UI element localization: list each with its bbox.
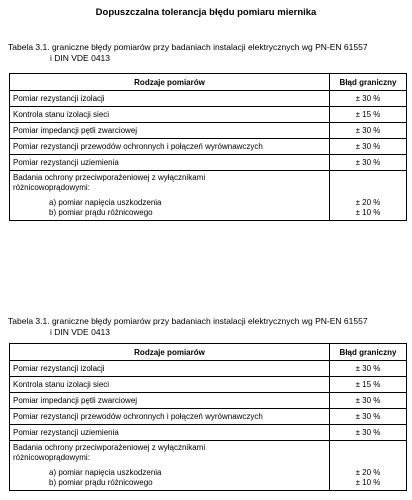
measurement-name: Pomiar rezystancji izolacji — [10, 361, 330, 377]
table-row — [10, 155, 407, 171]
measurement-name: Pomiar impedancji pętli zwarciowej — [10, 123, 330, 139]
measurement-name: Pomiar rezystancji izolacji — [10, 91, 330, 107]
table-row-rcd — [10, 441, 407, 491]
rcd-measurement-cell — [10, 441, 330, 491]
rcd-sub-a: a) pomiar napięcia uszkodzenia — [49, 468, 162, 477]
table-row — [10, 393, 407, 409]
table-1 — [9, 73, 407, 221]
error-value: ± 30 % — [330, 155, 407, 171]
document-title: Dopuszczalna tolerancja błędu pomiaru miernika — [95, 7, 317, 18]
table-1-caption — [8, 42, 408, 63]
column-header-measurement: Rodzaje pomiarów — [10, 74, 330, 91]
rcd-measurement-cell — [10, 171, 330, 221]
error-value: ± 30 % — [330, 409, 407, 425]
table-row — [10, 139, 407, 155]
measurement-name: Pomiar rezystancji uziemienia — [10, 425, 330, 441]
table-1-caption-line1: Tabela 3.1. graniczne błędy pomiarów przy badaniach instalacji elektrycznych wg PN-EN 61557 — [8, 42, 368, 52]
table-header-row — [10, 74, 407, 91]
column-header-measurement: Rodzaje pomiarów — [10, 344, 330, 361]
measurement-name: Pomiar impedancji pętli zwarciowej — [10, 393, 330, 409]
table-row — [10, 107, 407, 123]
rcd-line1: Badania ochrony przeciwporażeniowej z wyłącznikami — [13, 173, 206, 182]
measurement-name: Kontrola stanu izolacji sieci — [10, 107, 330, 123]
rcd-value-a: ± 20 % — [355, 468, 381, 477]
rcd-line1: Badania ochrony przeciwporażeniowej z wyłącznikami — [13, 443, 206, 452]
measurement-name: Pomiar rezystancji uziemienia — [10, 155, 330, 171]
table-row — [10, 361, 407, 377]
error-value: ± 30 % — [330, 91, 407, 107]
rcd-value-b: ± 10 % — [355, 478, 381, 487]
table-header-row — [10, 344, 407, 361]
table-2 — [9, 343, 407, 491]
error-value: ± 30 % — [330, 393, 407, 409]
table-2-caption-line1: Tabela 3.1. graniczne błędy pomiarów przy badaniach instalacji elektrycznych wg PN-EN 61557 — [8, 316, 368, 326]
table-row — [10, 377, 407, 393]
table-2-caption — [8, 316, 408, 337]
rcd-value-b: ± 10 % — [355, 208, 381, 217]
measurement-name: Pomiar rezystancji przewodów ochronnych i połączeń wyrównawczych — [10, 139, 330, 155]
table-1-caption-line2: i DIN VDE 0413 — [50, 52, 110, 63]
measurement-name: Kontrola stanu izolacji sieci — [10, 377, 330, 393]
table-row — [10, 123, 407, 139]
rcd-sub-a: a) pomiar napięcia uszkodzenia — [49, 198, 162, 207]
error-value: ± 30 % — [330, 425, 407, 441]
error-value: ± 30 % — [330, 123, 407, 139]
error-value: ± 15 % — [330, 107, 407, 123]
rcd-sub-b: b) pomiar prądu różnicowego — [49, 208, 153, 217]
rcd-value-cell — [330, 171, 407, 221]
column-header-error: Błąd graniczny — [330, 74, 407, 91]
column-header-error: Błąd graniczny — [330, 344, 407, 361]
error-value: ± 30 % — [330, 361, 407, 377]
table-row — [10, 409, 407, 425]
rcd-sub-b: b) pomiar prądu różnicowego — [49, 478, 153, 487]
rcd-line2: różnicowoprądowymi: — [13, 183, 90, 192]
error-value: ± 30 % — [330, 139, 407, 155]
error-value: ± 15 % — [330, 377, 407, 393]
rcd-line2: różnicowoprądowymi: — [13, 453, 90, 462]
rcd-value-a: ± 20 % — [355, 198, 381, 207]
table-row — [10, 425, 407, 441]
table-row-rcd — [10, 171, 407, 221]
measurement-name: Pomiar rezystancji przewodów ochronnych i połączeń wyrównawczych — [10, 409, 330, 425]
table-2-caption-line2: i DIN VDE 0413 — [50, 326, 110, 337]
table-row — [10, 91, 407, 107]
rcd-value-cell — [330, 441, 407, 491]
